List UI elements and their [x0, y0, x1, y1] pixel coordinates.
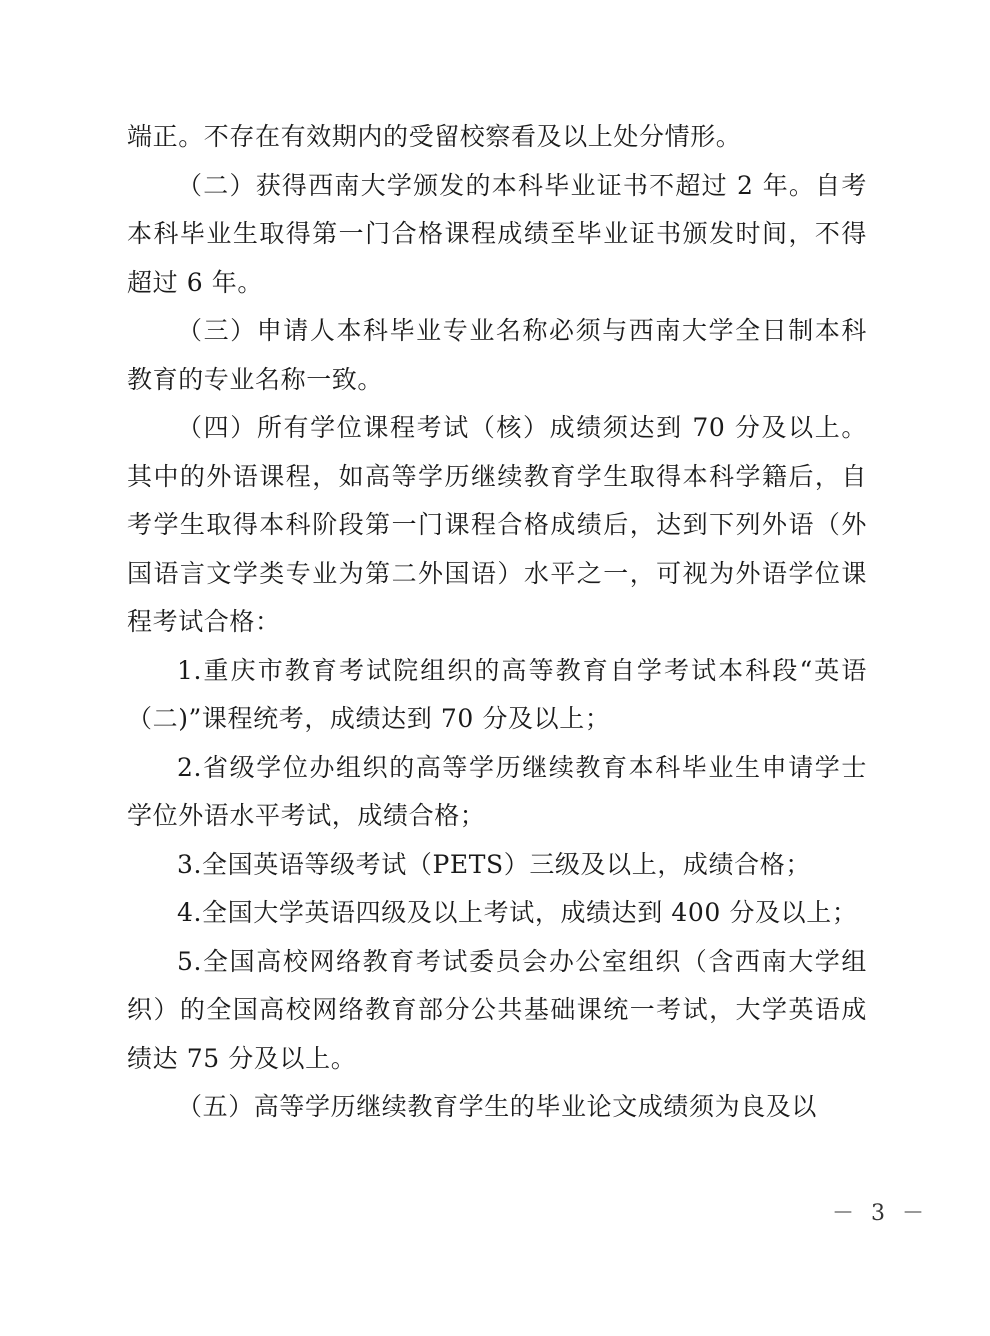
list-item-english-2: 1.重庆市教育考试院组织的高等教育自学考试本科段“英语（二)”课程统考，成绩达到 70 分及以上； — [127, 655, 867, 733]
list-item-cet4: 4.全国大学英语四级及以上考试，成绩达到 400 分及以上； — [177, 898, 858, 927]
page-number: － 3 － — [832, 1201, 929, 1226]
list-item-provincial-exam: 2.省级学位办组织的高等学历继续教育本科毕业生申请学士学位外语水平考试，成绩合格； — [127, 752, 867, 830]
paragraph-item-5-thesis: （五）高等学历继续教育学生的毕业论文成绩须为良及以 — [177, 1092, 818, 1121]
list-item-network-exam: 5.全国高校网络教育考试委员会办公室组织（含西南大学组织）的全国高校网络教育部分公共基础课统一考试，大学英语成绩达 75 分及以上。 — [127, 946, 867, 1073]
document-body — [127, 113, 867, 1132]
paragraph-item-2-diploma: （二）获得西南大学颁发的本科毕业证书不超过 2 年。自考本科毕业生取得第一门合格课程成绩至毕业证书颁发时间，不得超过 6 年。 — [127, 170, 867, 297]
paragraph-item-4-courses: （四）所有学位课程考试（核）成绩须达到 70 分及以上。其中的外语课程，如高等学历继续教育学生取得本科学籍后，自考学生取得本科阶段第一门课程合格成绩后，达到下列外语（外国语言文学类专业为第二外国语）水平之一，可视为外语学位课程考试合格： — [127, 413, 867, 636]
paragraph-conduct-end: 端正。不存在有效期内的受留校察看及以上处分情形。 — [127, 122, 742, 151]
list-item-pets: 3.全国英语等级考试（PETS）三级及以上，成绩合格； — [177, 849, 811, 879]
paragraph-item-3-major: （三）申请人本科毕业专业名称必须与西南大学全日制本科教育的专业名称一致。 — [127, 316, 867, 394]
